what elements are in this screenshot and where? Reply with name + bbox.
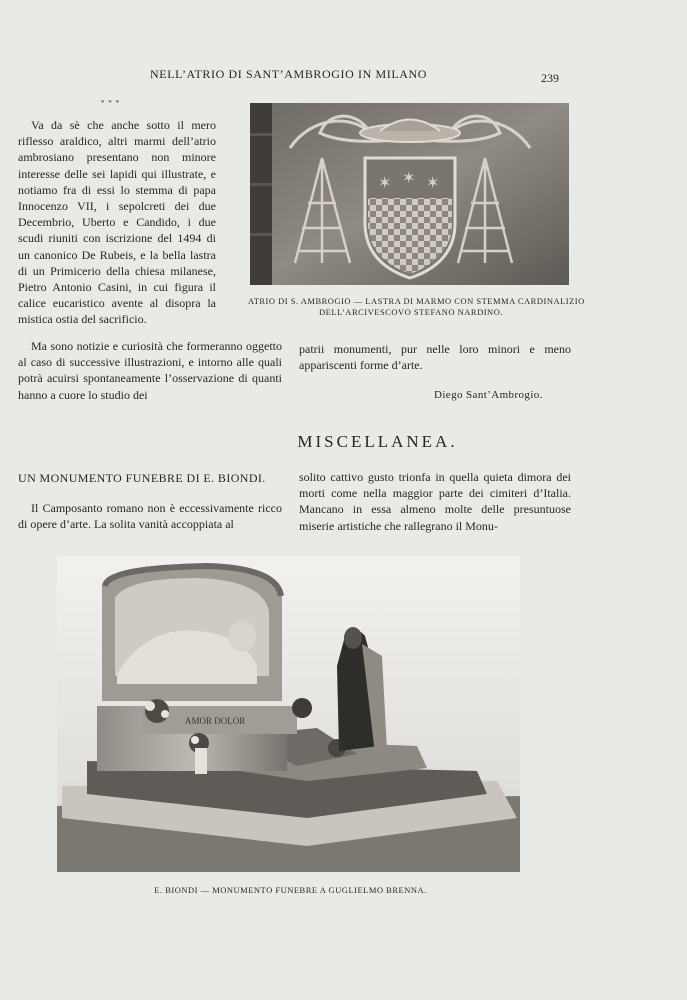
paragraph: Il Camposanto romano non è eccessivamente ricco di opere d’arte. La solita vanità accoppiata al [18,501,282,532]
running-title: NELL’ATRIO DI SANT’AMBROGIO IN MILANO [150,67,428,81]
svg-text:✶: ✶ [426,173,440,192]
article-column-bottom-right [299,469,571,534]
paragraph: solito cattivo gusto trionfa in quella quieta dimora dei morti come nella maggior parte dei cimiteri d’Italia. Mancano in essa almeno molte delle presuntuose miserie artistiche che rallegrano il Monu- [299,470,571,533]
paragraph: Ma sono notizie e curiosità che formeranno oggetto al caso di successive illustrazioni, e intorno alle quali potrà acuirsi spontaneamente l’osservazione di quanti hanno a cuore lo studio dei [18,339,282,402]
article-subheading: UN MONUMENTO FUNEBRE DI E. BIONDI. [18,471,266,485]
caption-line: ATRIO DI S. AMBROGIO — LASTRA DI MARMO CON STEMMA CARDINALIZIO [248,296,585,306]
section-ornament: * * * [101,99,120,107]
figure-caption-top [248,296,585,318]
article-column-bottom-left [18,500,282,532]
article-column-wide-right [299,341,571,373]
monument-image [57,556,520,872]
svg-text:✶: ✶ [378,173,392,192]
paragraph: Va da sè che anche sotto il mero riflesso araldico, altri marmi dell’atrio ambrosiano presentano non minore interesse delle sei lapidi qui illustrate, e notiamo fra di essi lo stemma di papa Innocenzo VII, i sepolcreti dei due Decembrio, Uberto e Candido, i due scudi riuniti con iscrizione del 1494 di un canonico De Rubeis, e la bella lastra di un Primicerio della chiesa milanese, Pietro Antonio Casini, in cui figura il calice eucaristico avente al disopra la mistica ostia del sacrificio. [18,118,216,327]
page-number: 239 [541,71,559,85]
monument-inscription: AMOR DOLOR [185,716,246,726]
figure-caption-bottom: E. BIONDI — MONUMENTO FUNEBRE A GUGLIELMO BRENNA. [154,885,427,895]
paragraph: patrii monumenti, pur nelle loro minori e meno appariscenti forme d’arte. [299,342,571,373]
section-title-text: MISCELLANEA. [297,432,458,451]
coat-of-arms-image [250,103,569,285]
caption-line: DELL’ARCIVESCOVO STEFANO NARDINO. [319,307,503,317]
svg-text:✶: ✶ [402,168,416,187]
author-signature: Diego Sant’Ambrogio. [434,389,543,401]
section-title [0,432,560,452]
marble-slab-photo [250,103,569,285]
article-column-top-left [18,117,216,328]
article-column-wide-left [18,338,282,403]
funeral-monument-photo [57,556,520,872]
